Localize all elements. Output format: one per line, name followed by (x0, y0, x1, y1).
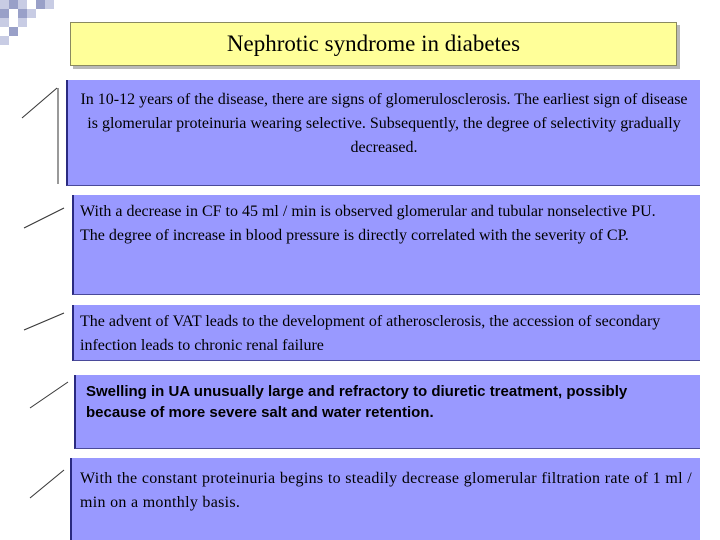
box-4-text: Swelling in UA unusually large and refractory to diuretic treatment, possibly because of more severe salt and water retention. (86, 383, 628, 421)
box-2-text-line-1: With a decrease in CF to 45 ml / min is observed glomerular and tubular nonselective PU. (80, 203, 656, 220)
box-5-text: With the constant proteinuria begins to steadily decrease glomerular filtration rate of 1 ml / min on a monthly basis. (80, 470, 692, 511)
content-box-2 (72, 195, 700, 295)
content-box-5 (70, 458, 700, 540)
content-box-4 (74, 375, 700, 449)
slide-title-text: Nephrotic syndrome in diabetes (226, 31, 521, 56)
box-1-text: In 10-12 years of the disease, there are signs of glomerulosclerosis. The earliest sign of disease is glomerular proteinuria wearing selective. Subsequently, the degree of selectivity gradually decreased. (80, 91, 688, 156)
box-2-text-line-2: The degree of increase in blood pressure is directly correlated with the severity of CP. (80, 227, 629, 244)
content-box-3 (72, 305, 700, 361)
content-box-1 (66, 80, 700, 186)
box-3-text: The advent of VAT leads to the development of atherosclerosis, the accession of secondary infection leads to chronic renal failure (80, 313, 661, 354)
